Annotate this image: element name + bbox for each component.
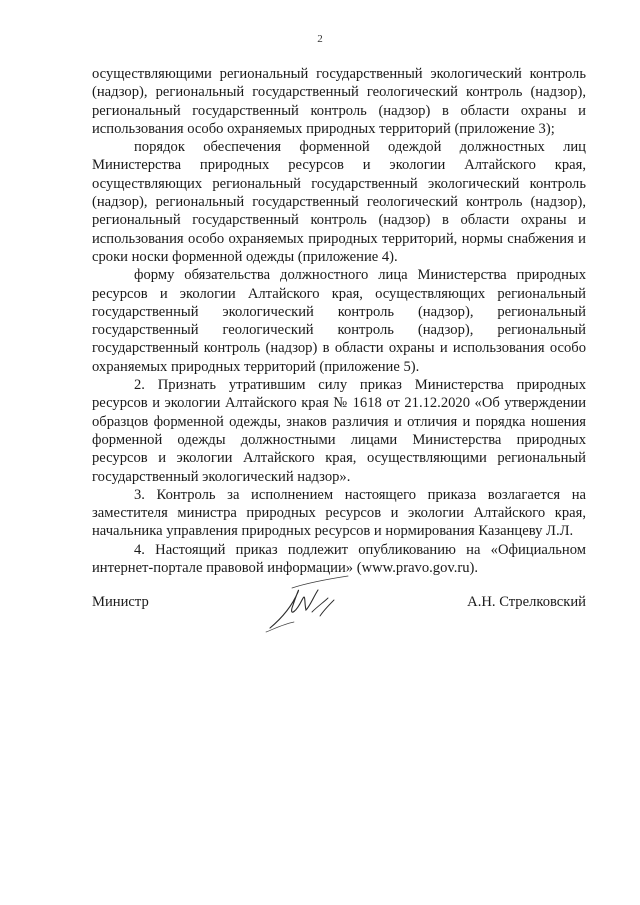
signature-block <box>92 593 586 617</box>
signer-name: А.Н. Стрелковский <box>467 594 586 610</box>
paragraph-item-4: 4. Настоящий приказ подлежит опубликованию на «Официальном интернет-портале правовой информации» (www.pravo.gov.ru). <box>92 541 586 577</box>
page-number: 2 <box>317 33 323 45</box>
paragraph-appendix-4: порядок обеспечения форменной одеждой должностных лиц Министерства природных ресурсов и экологии Алтайского края, осуществляющих региональный государственный экологический контроль (надзор), региональный государственный геологический контроль (надзор), региональный государственный контроль (надзор) в области охраны и использования особо охраняемых природных территорий, нормы снабжения и сроки носки форменной одежды (приложение 4). <box>92 139 586 265</box>
document-body <box>92 65 586 577</box>
paragraph-appendix-5: форму обязательства должностного лица Министерства природных ресурсов и экологии Алтайского края, осуществляющих региональный государственный экологический контроль (надзор), региональный государственный геологический контроль (надзор), региональный государственный контроль (надзор) в области охраны и использования особо охраняемых природных территорий (приложение 5). <box>92 267 586 375</box>
paragraph-appendix-3: осуществляющими региональный государственный экологический контроль (надзор), региональный государственный геологический контроль (надзор), региональный государственный контроль (надзор) в области охраны и использования особо охраняемых природных территорий (приложение 3); <box>92 66 586 137</box>
paragraph-item-3: 3. Контроль за исполнением настоящего приказа возлагается на заместителя министра природных ресурсов и экологии Алтайского края, начальника управления природных ресурсов и нормирования Казанцеву Л.Л. <box>92 486 586 540</box>
signer-position: Министр <box>92 594 149 610</box>
paragraph-item-2: 2. Признать утратившим силу приказ Министерства природных ресурсов и экологии Алтайского края № 1618 от 21.12.2020 «Об утверждении образцов форменной одежды, знаков различия и отличия и порядка ношения форменной одежды должностными лицами Министерства природных ресурсов и экологии Алтайского края, осуществляющими региональный государственный экологический надзор». <box>92 377 586 485</box>
